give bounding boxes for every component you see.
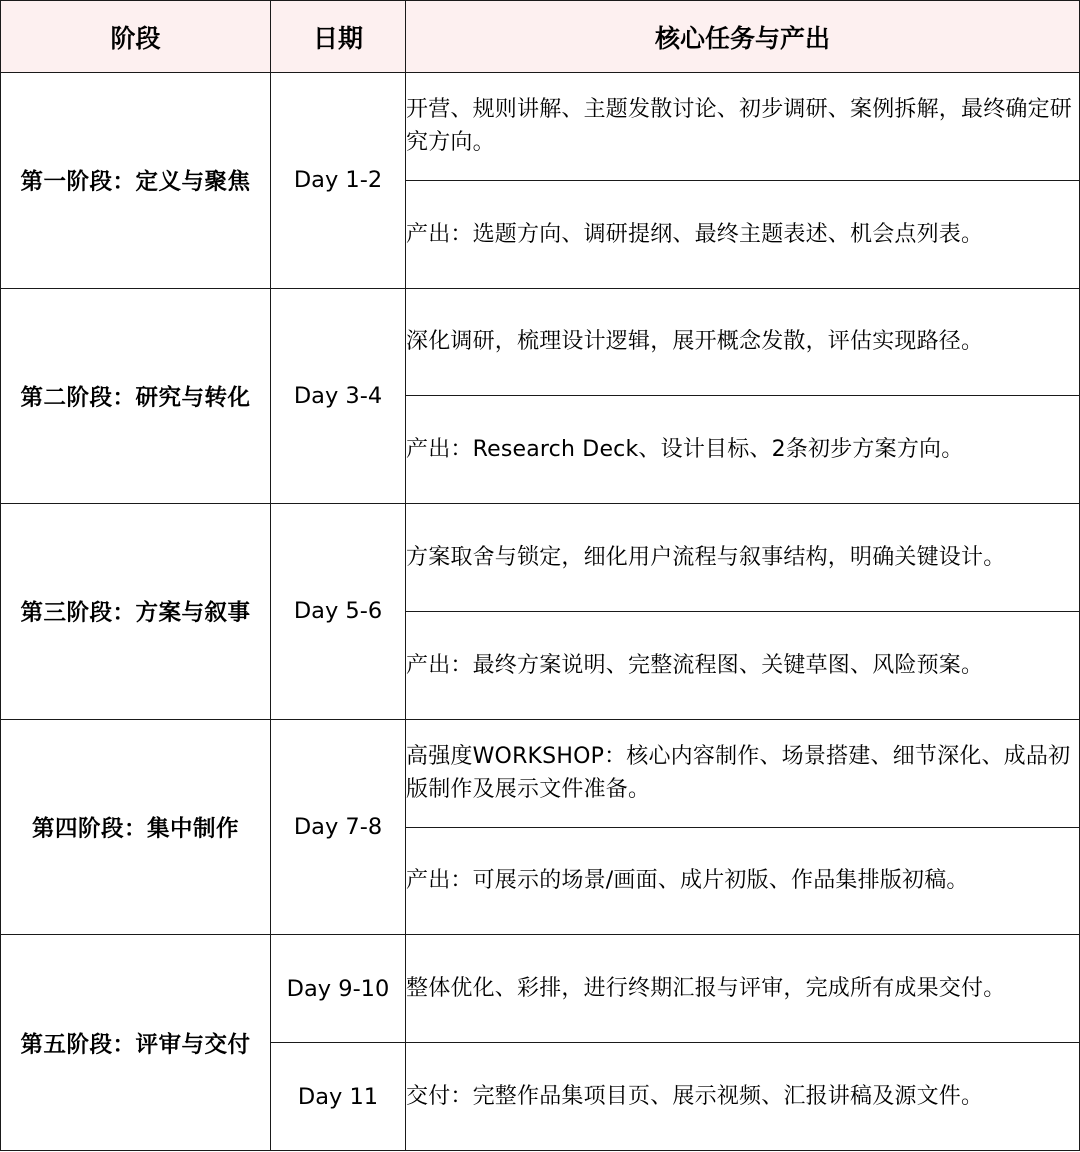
header-date: 日期 bbox=[271, 1, 406, 73]
stage-date-cell: Day 3-4 bbox=[271, 288, 406, 504]
table-row bbox=[1, 719, 1080, 827]
table-row bbox=[1, 73, 1080, 181]
stage-name-cell: 第三阶段：方案与叙事 bbox=[1, 504, 271, 720]
task-cell: 深化调研，梳理设计逻辑，展开概念发散，评估实现路径。 bbox=[406, 288, 1080, 396]
output-cell: 交付：完整作品集项目页、展示视频、汇报讲稿及源文件。 bbox=[406, 1043, 1080, 1151]
stage-date-cell: Day 11 bbox=[271, 1043, 406, 1151]
stage-name-cell: 第五阶段：评审与交付 bbox=[1, 935, 271, 1151]
stage-name-cell: 第四阶段：集中制作 bbox=[1, 719, 271, 935]
stage-date-cell: Day 9-10 bbox=[271, 935, 406, 1043]
stage-date-cell: Day 5-6 bbox=[271, 504, 406, 720]
output-cell: 产出：Research Deck、设计目标、2条初步方案方向。 bbox=[406, 396, 1080, 504]
table-row bbox=[1, 935, 1080, 1043]
table-header-row bbox=[1, 1, 1080, 73]
task-cell: 开营、规则讲解、主题发散讨论、初步调研、案例拆解，最终确定研究方向。 bbox=[406, 73, 1080, 181]
output-cell: 产出：可展示的场景/画面、成片初版、作品集排版初稿。 bbox=[406, 827, 1080, 935]
stage-name-cell: 第二阶段：研究与转化 bbox=[1, 288, 271, 504]
header-stage: 阶段 bbox=[1, 1, 271, 73]
table-row bbox=[1, 504, 1080, 612]
stage-name-cell: 第一阶段：定义与聚焦 bbox=[1, 73, 271, 289]
task-cell: 整体优化、彩排，进行终期汇报与评审，完成所有成果交付。 bbox=[406, 935, 1080, 1043]
header-tasks: 核心任务与产出 bbox=[406, 1, 1080, 73]
output-cell: 产出：最终方案说明、完整流程图、关键草图、风险预案。 bbox=[406, 611, 1080, 719]
output-cell: 产出：选题方向、调研提纲、最终主题表述、机会点列表。 bbox=[406, 180, 1080, 288]
task-cell: 高强度WORKSHOP：核心内容制作、场景搭建、细节深化、成品初版制作及展示文件准备。 bbox=[406, 719, 1080, 827]
task-cell: 方案取舍与锁定，细化用户流程与叙事结构，明确关键设计。 bbox=[406, 504, 1080, 612]
table-row bbox=[1, 288, 1080, 396]
stage-date-cell: Day 7-8 bbox=[271, 719, 406, 935]
stage-date-cell: Day 1-2 bbox=[271, 73, 406, 289]
